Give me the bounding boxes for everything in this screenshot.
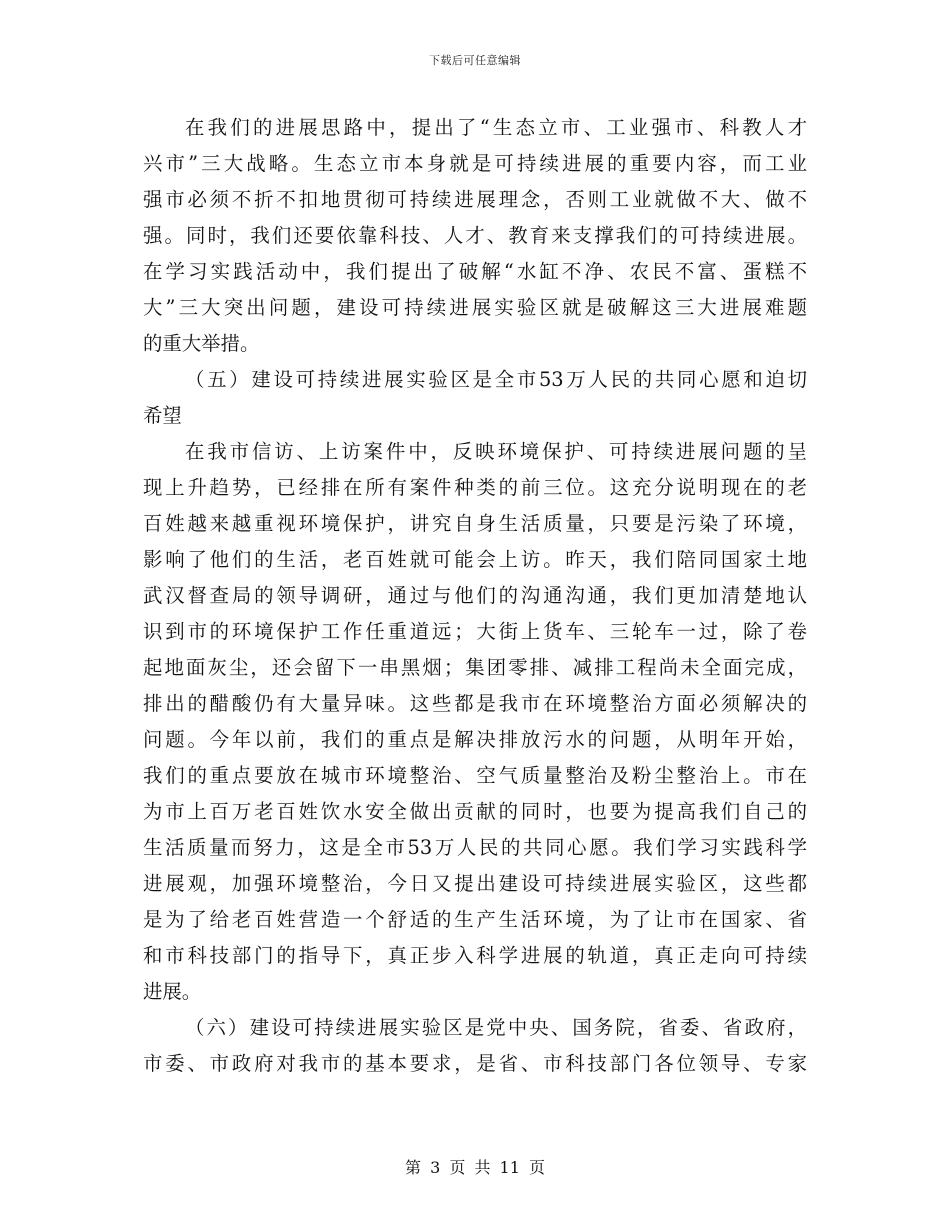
paragraph-line: 和市科技部门的指导下，真正步入科学进展的轨道，真正走向可持续 <box>143 944 807 967</box>
paragraph-line: 生活质量而努力，这是全市53万人民的共同心愿。我们学习实践科学 <box>143 836 807 859</box>
paragraph-line: （六）建设可持续进展实验区是党中央、国务院，省委、省政府， <box>185 1016 807 1039</box>
paragraph-line: 强。同时，我们还要依靠科技、人才、教育来支撑我们的可持续进展。 <box>143 224 807 247</box>
paragraph-line: 识到市的环境保护工作任重道远；大街上货车、三轮车一过，除了卷 <box>143 620 807 643</box>
paragraph-line: 排出的醋酸仍有大量异味。这些都是我市在环境整治方面必须解决的 <box>143 692 807 715</box>
paragraph-line: 为市上百万老百姓饮水安全做出贡献的同时，也要为提高我们自己的 <box>143 800 807 823</box>
paragraph-ecology-strategy <box>143 110 807 362</box>
paragraph-line: 武汉督查局的领导调研，通过与他们的沟通沟通，我们更加清楚地认 <box>143 584 807 607</box>
paragraph-line: 现上升趋势，已经排在所有案件种类的前三位。这充分说明现在的老 <box>143 476 807 499</box>
paragraph-line: 百姓越来越重视环境保护，讲究自身生活质量，只要是污染了环境， <box>143 512 807 535</box>
paragraph-environment <box>143 434 807 1010</box>
document-body <box>143 110 807 1082</box>
paragraph-line: 问题。今年以前，我们的重点是解决排放污水的问题，从明年开始， <box>143 728 807 751</box>
paragraph-line: 在我们的进展思路中，提出了“生态立市、工业强市、科教人才 <box>185 116 807 139</box>
paragraph-line: （五）建设可持续进展实验区是全市53万人民的共同心愿和迫切 <box>185 368 807 391</box>
paragraph-line: 影响了他们的生活，老百姓就可能会上访。昨天，我们陪同国家土地 <box>143 548 807 571</box>
paragraph-line: 进展。 <box>143 980 202 1003</box>
section-heading-five <box>143 362 807 434</box>
page-header: 下载后可任意编辑 <box>429 54 521 67</box>
paragraph-line: 市委、市政府对我市的基本要求，是省、市科技部门各位领导、专家 <box>143 1052 807 1075</box>
paragraph-line: 兴市”三大战略。生态立市本身就是可持续进展的重要内容，而工业 <box>143 152 807 175</box>
section-heading-six <box>143 1010 807 1082</box>
paragraph-line: 在我市信访、上访案件中，反映环境保护、可持续进展问题的呈 <box>185 440 807 463</box>
paragraph-line: 强市必须不折不扣地贯彻可持续进展理念，否则工业就做不大、做不 <box>143 188 807 211</box>
paragraph-line: 大”三大突出问题，建设可持续进展实验区就是破解这三大进展难题 <box>143 296 807 319</box>
page-number-footer: 第 3 页 共 11 页 <box>405 1158 545 1177</box>
paragraph-line: 我们的重点要放在城市环境整治、空气质量整治及粉尘整治上。市在 <box>143 764 807 787</box>
paragraph-line: 在学习实践活动中，我们提出了破解“水缸不净、农民不富、蛋糕不 <box>143 260 807 283</box>
paragraph-line: 进展观，加强环境整治，今日又提出建设可持续进展实验区，这些都 <box>143 872 807 895</box>
paragraph-line: 希望 <box>143 404 182 427</box>
paragraph-line: 的重大举措。 <box>143 332 260 355</box>
paragraph-line: 是为了给老百姓营造一个舒适的生产生活环境，为了让市在国家、省 <box>143 908 807 931</box>
paragraph-line: 起地面灰尘，还会留下一串黑烟；集团零排、减排工程尚未全面完成， <box>143 656 807 679</box>
